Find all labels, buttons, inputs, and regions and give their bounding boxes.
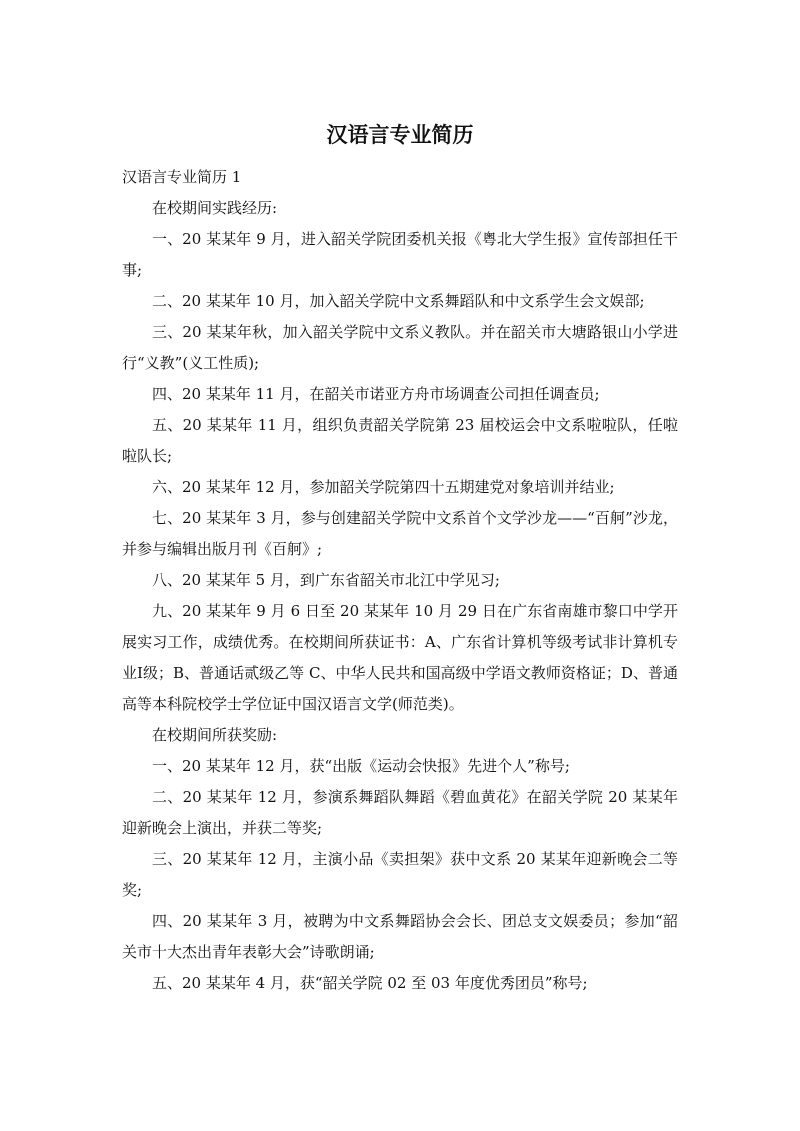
paragraph: 九、20 某某年 9 月 6 日至 20 某某年 10 月 29 日在广东省南雄市黎口中学开展实习工作，成绩优秀。在校期间所获证书：A、广东省计算机等级考试非计算机专业Ⅰ级；B、普通话贰级乙等 C、中华人民共和国高级中学语文教师资格证；D、普通高等本科院校学士学位证中国汉语言文学(师范类)。 [122,602,678,713]
paragraph: 二、20 某某年 12 月，参演系舞蹈队舞蹈《碧血黄花》在韶关学院 20 某某年迎新晚会上演出，并获二等奖; [122,788,678,837]
section-subtitle: 汉语言专业简历 1 [122,168,242,186]
paragraph: 二、20 某某年 10 月，加入韶关学院中文系舞蹈队和中文系学生会文娱部; [152,292,645,310]
paragraph: 六、20 某某年 12 月，参加韶关学院第四十五期建党对象培训并结业; [152,478,615,496]
paragraph: 四、20 某某年 11 月，在韶关市诺亚方舟市场调查公司担任调查员; [152,385,600,403]
document-body [122,162,678,999]
paragraph: 五、20 某某年 4 月，获“韶关学院 02 至 03 年度优秀团员”称号; [152,974,588,992]
paragraph: 五、20 某某年 11 月，组织负责韶关学院第 23 届校运会中文系啦啦队，任啦啦队长; [122,416,678,465]
paragraph: 一、20 某某年 9 月，进入韶关学院团委机关报《粤北大学生报》宣传部担任干事; [122,230,678,279]
paragraph: 在校期间实践经历: [152,199,278,217]
paragraph: 在校期间所获奖励: [152,726,278,744]
document-title: 汉语言专业简历 [326,123,474,147]
paragraph: 四、20 某某年 3 月，被聘为中文系舞蹈协会会长、团总支文娱委员；参加“韶关市十大杰出青年表彰大会”诗歌朗诵; [122,912,678,961]
paragraph: 八、20 某某年 5 月，到广东省韶关市北江中学见习; [152,571,500,589]
paragraph: 七、20 某某年 3 月，参与创建韶关学院中文系首个文学沙龙——“百舸”沙龙，并参与编辑出版月刊《百舸》; [122,509,678,558]
paragraph: 三、20 某某年 12 月，主演小品《卖担架》获中文系 20 某某年迎新晚会二等奖; [122,850,678,899]
paragraph: 三、20 某某年秋，加入韶关学院中文系义教队。并在韶关市大塘路银山小学进行“义教”(义工性质); [122,323,678,372]
paragraph: 一、20 某某年 12 月，获“出版《运动会快报》先进个人”称号; [152,757,570,775]
